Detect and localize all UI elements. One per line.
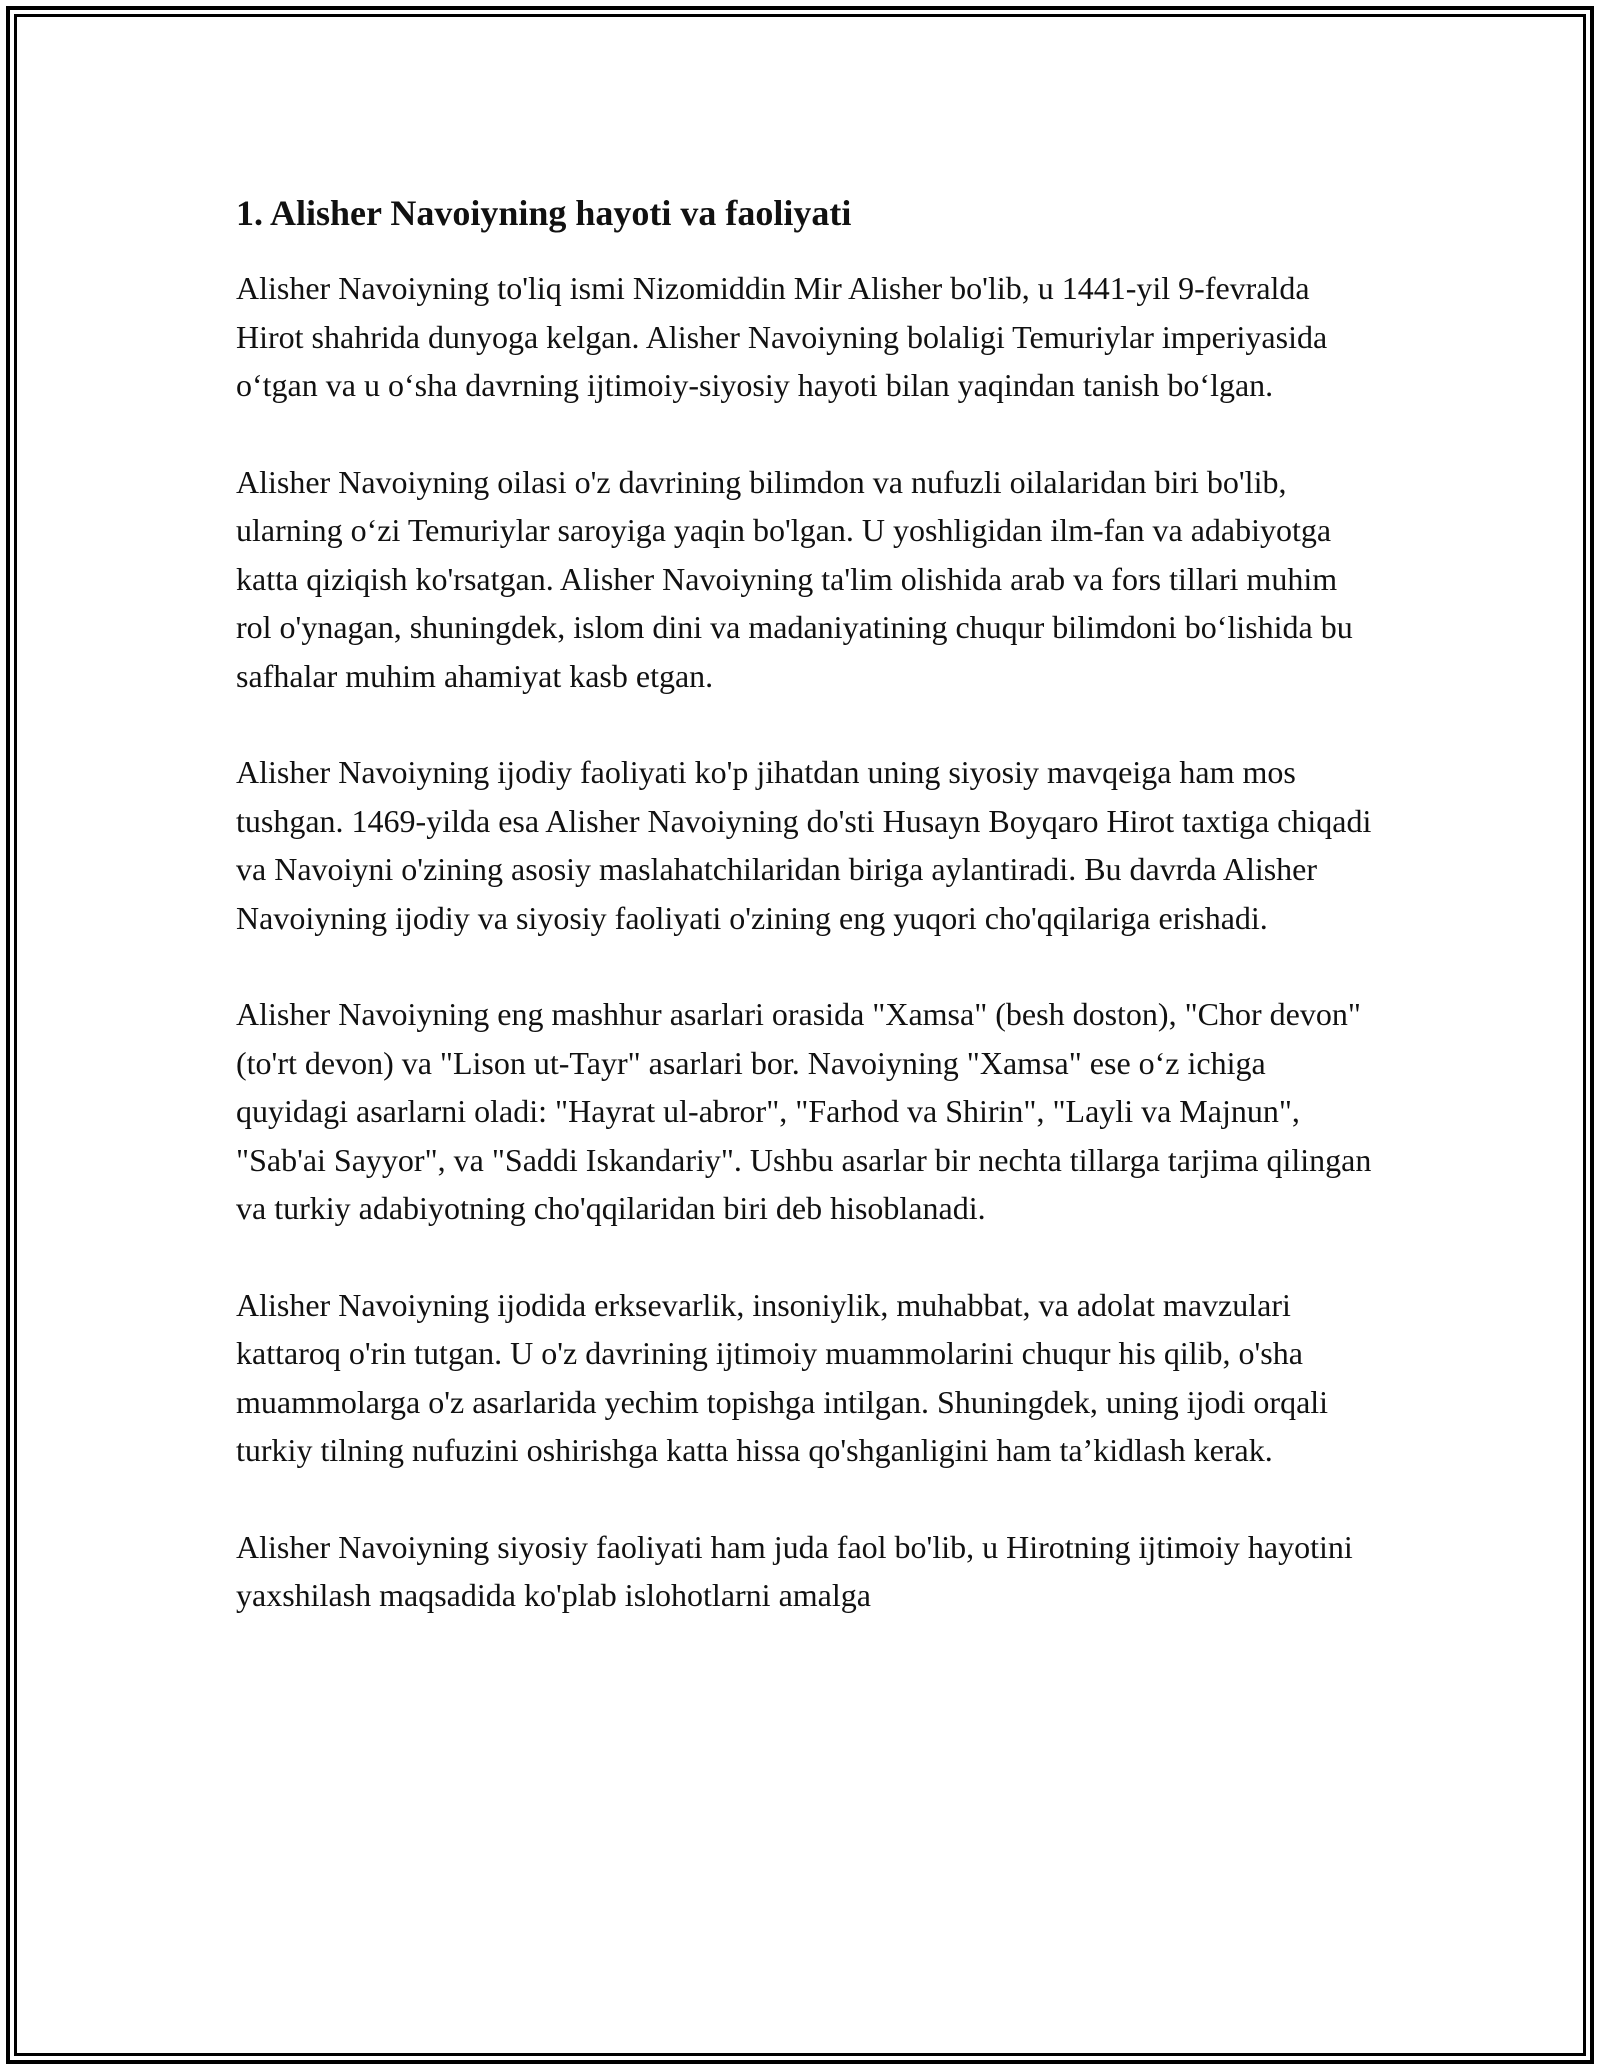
document-body xyxy=(236,186,1376,1668)
paragraph-4: Alisher Navoiyning eng mashhur asarlari orasida "Xamsa" (besh doston), "Chor devon" (to'rt devon) va "Lison ut-Tayr" asarlari bor. Navoiyning "Xamsa" ese o‘z ichiga quyidagi asarlarni oladi: "Hayrat ul-abror", "Farhod va Shirin", "Layli va Majnun", "Sab'ai Sayyor", va "Saddi Iskandariy". Ushbu asarlar bir nechta tillarga tarjima qilingan va turkiy adabiyotning cho'qqilaridan biri deb hisoblanadi. xyxy=(236,996,1372,1226)
section-title: 1. Alisher Navoiyning hayoti va faoliyati xyxy=(236,193,852,233)
paragraph-1: Alisher Navoiyning to'liq ismi Nizomiddin Mir Alisher bo'lib, u 1441-yil 9-fevralda Hirot shahrida dunyoga kelgan. Alisher Navoiyning bolaligi Temuriylar imperiyasida o‘tgan va u o‘sha davrning ijtimoiy-siyosiy hayoti bilan yaqindan tanish bo‘lgan. xyxy=(236,270,1328,403)
paragraph-5: Alisher Navoiyning ijodida erksevarlik, insoniylik, muhabbat, va adolat mavzulari kattaroq o'rin tutgan. U o'z davrining ijtimoiy muammolarini chuqur his qilib, o'sha muammolarga o'z asarlarida yechim topishga intilgan. Shuningdek, uning ijodi orqali turkiy tilning nufuzini oshirishga katta hissa qo'shganligini ham ta’kidlash kerak. xyxy=(236,1286,1329,1468)
paragraph-6: Alisher Navoiyning siyosiy faoliyati ham juda faol bo'lib, u Hirotning ijtimoiy hayotini yaxshilash maqsadida ko'plab islohotlarni amalga xyxy=(236,1528,1353,1613)
paragraph-2: Alisher Navoiyning oilasi o'z davrining bilimdon va nufuzli oilalaridan biri bo'lib, ularning o‘zi Temuriylar saroyiga yaqin bo'lgan. U yoshligidan ilm-fan va adabiyotga katta qiziqish ko'rsatgan. Alisher Navoiyning ta'lim olishida arab va fors tillari muhim rol o'ynagan, shuningdek, islom dini va madaniyatining chuqur bilimdoni bo‘lishida bu safhalar muhim ahamiyat kasb etgan. xyxy=(236,463,1353,694)
paragraph-3: Alisher Navoiyning ijodiy faoliyati ko'p jihatdan uning siyosiy mavqeiga ham mos tushgan. 1469-yilda esa Alisher Navoiyning do'sti Husayn Boyqaro Hirot taxtiga chiqadi va Navoiyni o'zining asosiy maslahatchilaridan biriga aylantiradi. Bu davrda Alisher Navoiyning ijodiy va siyosiy faoliyati o'zining eng yuqori cho'qqilariga erishadi. xyxy=(236,754,1372,936)
